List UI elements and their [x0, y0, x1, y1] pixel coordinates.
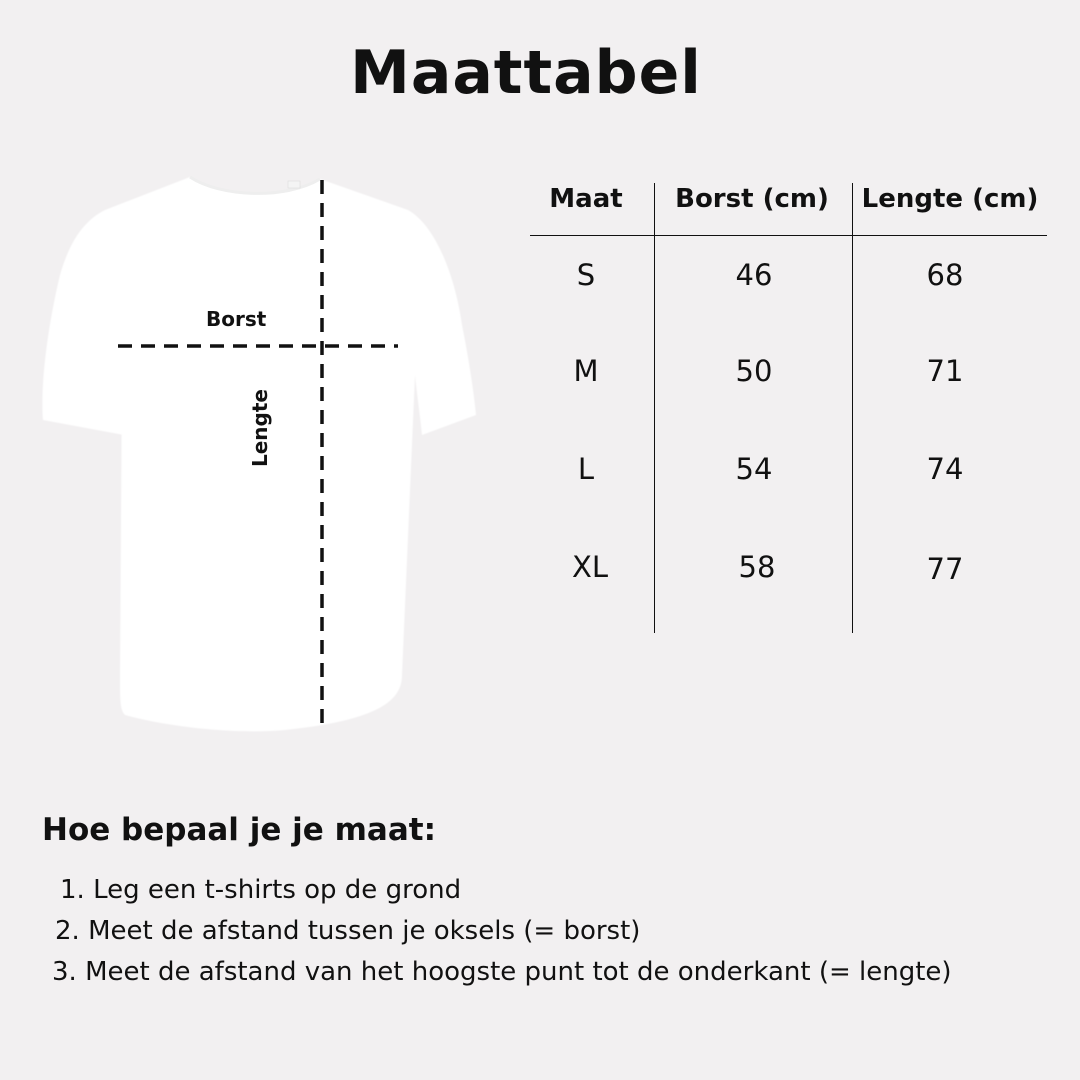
table-cell: L	[577, 452, 595, 486]
header-lengte: Lengte (cm)	[861, 184, 1039, 214]
lengte-label: Lengte	[248, 389, 272, 467]
list-item	[52, 952, 952, 993]
list-item	[52, 911, 952, 952]
table-cell: 46	[735, 258, 773, 292]
borst-label: Borst	[206, 307, 267, 331]
column-divider	[852, 183, 853, 633]
table-cell: XL	[571, 550, 609, 584]
column-divider	[654, 183, 655, 633]
table-cell: 77	[926, 552, 964, 586]
step-number: 2.	[55, 916, 80, 946]
table-cell: 58	[738, 550, 776, 584]
header-maat: Maat	[549, 184, 623, 214]
step-number: 1.	[60, 875, 85, 905]
howto-title: Hoe bepaal je je maat:	[42, 812, 436, 848]
step-text: Meet de afstand van het hoogste punt tot de onderkant (= lengte)	[85, 957, 952, 987]
tag-icon	[288, 181, 300, 188]
size-table	[530, 180, 1047, 635]
table-cell: 54	[735, 452, 773, 486]
table-cell: 71	[926, 354, 964, 388]
step-text: Meet de afstand tussen je oksels (= borst)	[88, 916, 641, 946]
header-divider	[530, 235, 1047, 236]
table-cell: 68	[926, 258, 964, 292]
step-number: 3.	[52, 957, 77, 987]
table-cell: S	[576, 258, 596, 292]
page-title: Maattabel	[350, 38, 702, 108]
list-item	[52, 870, 952, 911]
tshirt-diagram	[30, 165, 490, 745]
header-borst: Borst (cm)	[675, 184, 829, 214]
table-cell: 50	[735, 354, 773, 388]
table-cell: M	[573, 354, 599, 388]
step-text: Leg een t-shirts op de grond	[93, 875, 462, 905]
howto-steps	[52, 870, 952, 993]
table-cell: 74	[926, 452, 964, 486]
